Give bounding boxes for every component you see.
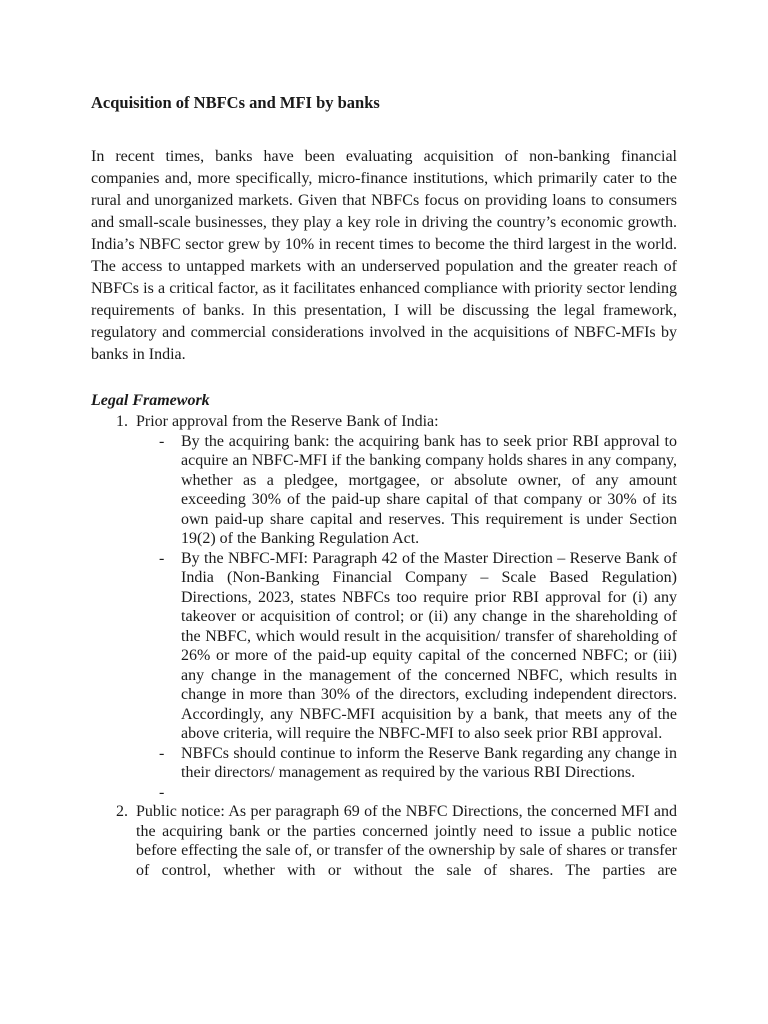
list-item-public-notice [91, 802, 677, 880]
document-title: Acquisition of NBFCs and MFI by banks [91, 93, 380, 112]
legal-framework-list [91, 412, 677, 880]
list-number: 1. [116, 413, 128, 430]
sub-list-item-nbfc-mfi [136, 549, 677, 744]
list-item-text: Public notice: As per paragraph 69 of the NBFC Directions, the concerned MFI and the acquiring bank or the parties concerned jointly need to issue a public notice before effecting the sale of, or transfer of the ownership by sale of shares or transfer of control, whether with or without the sale of shares. The parties are [136, 803, 677, 879]
sub-list-item-text: NBFCs should continue to inform the Reserve Bank regarding any change in their directors/ management as required by the various RBI Directions. [181, 744, 677, 781]
dash-bullet: - [159, 783, 165, 801]
intro-paragraph: In recent times, banks have been evaluating acquisition of non-banking financial companies and, more specifically, micro-finance institutions, which primarily cater to the rural and unorganized markets. Given that NBFCs focus on providing loans to consumers and small-scale businesses, they play a key role in driving the country’s economic growth. India’s NBFC sector grew by 10% in recent times to become the third largest in the world. The access to untapped markets with an underserved population and the greater reach of NBFCs is a critical factor, as it facilitates enhanced compliance with priority sector lending requirements of banks. In this presentation, I will be discussing the legal framework, regulatory and commercial considerations involved in the acquisitions of NBFC-MFIs by banks in India. [91, 148, 677, 363]
section-heading-legal-framework: Legal Framework [91, 392, 210, 409]
sub-list-item-empty [136, 783, 677, 803]
sub-list-item-text: By the acquiring bank: the acquiring bank has to seek prior RBI approval to acquire an NBFC-MFI if the banking company holds shares in any company, whether as a pledgee, mortgagee, or absolute owner, of any amount exceeding 30% of the paid-up share capital of that company or 30% of its own paid-up share capital and reserves. This requirement is under Section 19(2) of the Banking Regulation Act. [181, 432, 677, 547]
sub-list-item-text: By the NBFC-MFI: Paragraph 42 of the Master Direction – Reserve Bank of India (Non-Banking Financial Company – Scale Based Regulation) Directions, 2023, states NBFCs too require prior RBI approval for (i) any takeover or acquisition of control; or (ii) any change in the shareholding of the NBFC, which would result in the acquisition/ transfer of shareholding of 26% or more of the paid-up equity capital of the concerned NBFC; or (iii) any change in the management of the concerned NBFC, which results in change in more than 30% of the directors, excluding independent directors. Accordingly, any NBFC-MFI acquisition by a bank, that meets any of the above criteria, will require the NBFC-MFI to also seek prior RBI approval. [181, 549, 677, 742]
list-item-text: Prior approval from the Reserve Bank of India: [136, 413, 439, 430]
sub-list-item-inform-reserve-bank [136, 744, 677, 783]
sub-list-item-acquiring-bank [136, 432, 677, 549]
list-number: 2. [116, 803, 128, 820]
dash-bullet: - [159, 549, 165, 567]
list-item-prior-approval [91, 412, 677, 802]
sub-list [136, 432, 677, 803]
dash-bullet: - [159, 432, 165, 450]
document-page [91, 92, 677, 880]
dash-bullet: - [159, 744, 165, 762]
